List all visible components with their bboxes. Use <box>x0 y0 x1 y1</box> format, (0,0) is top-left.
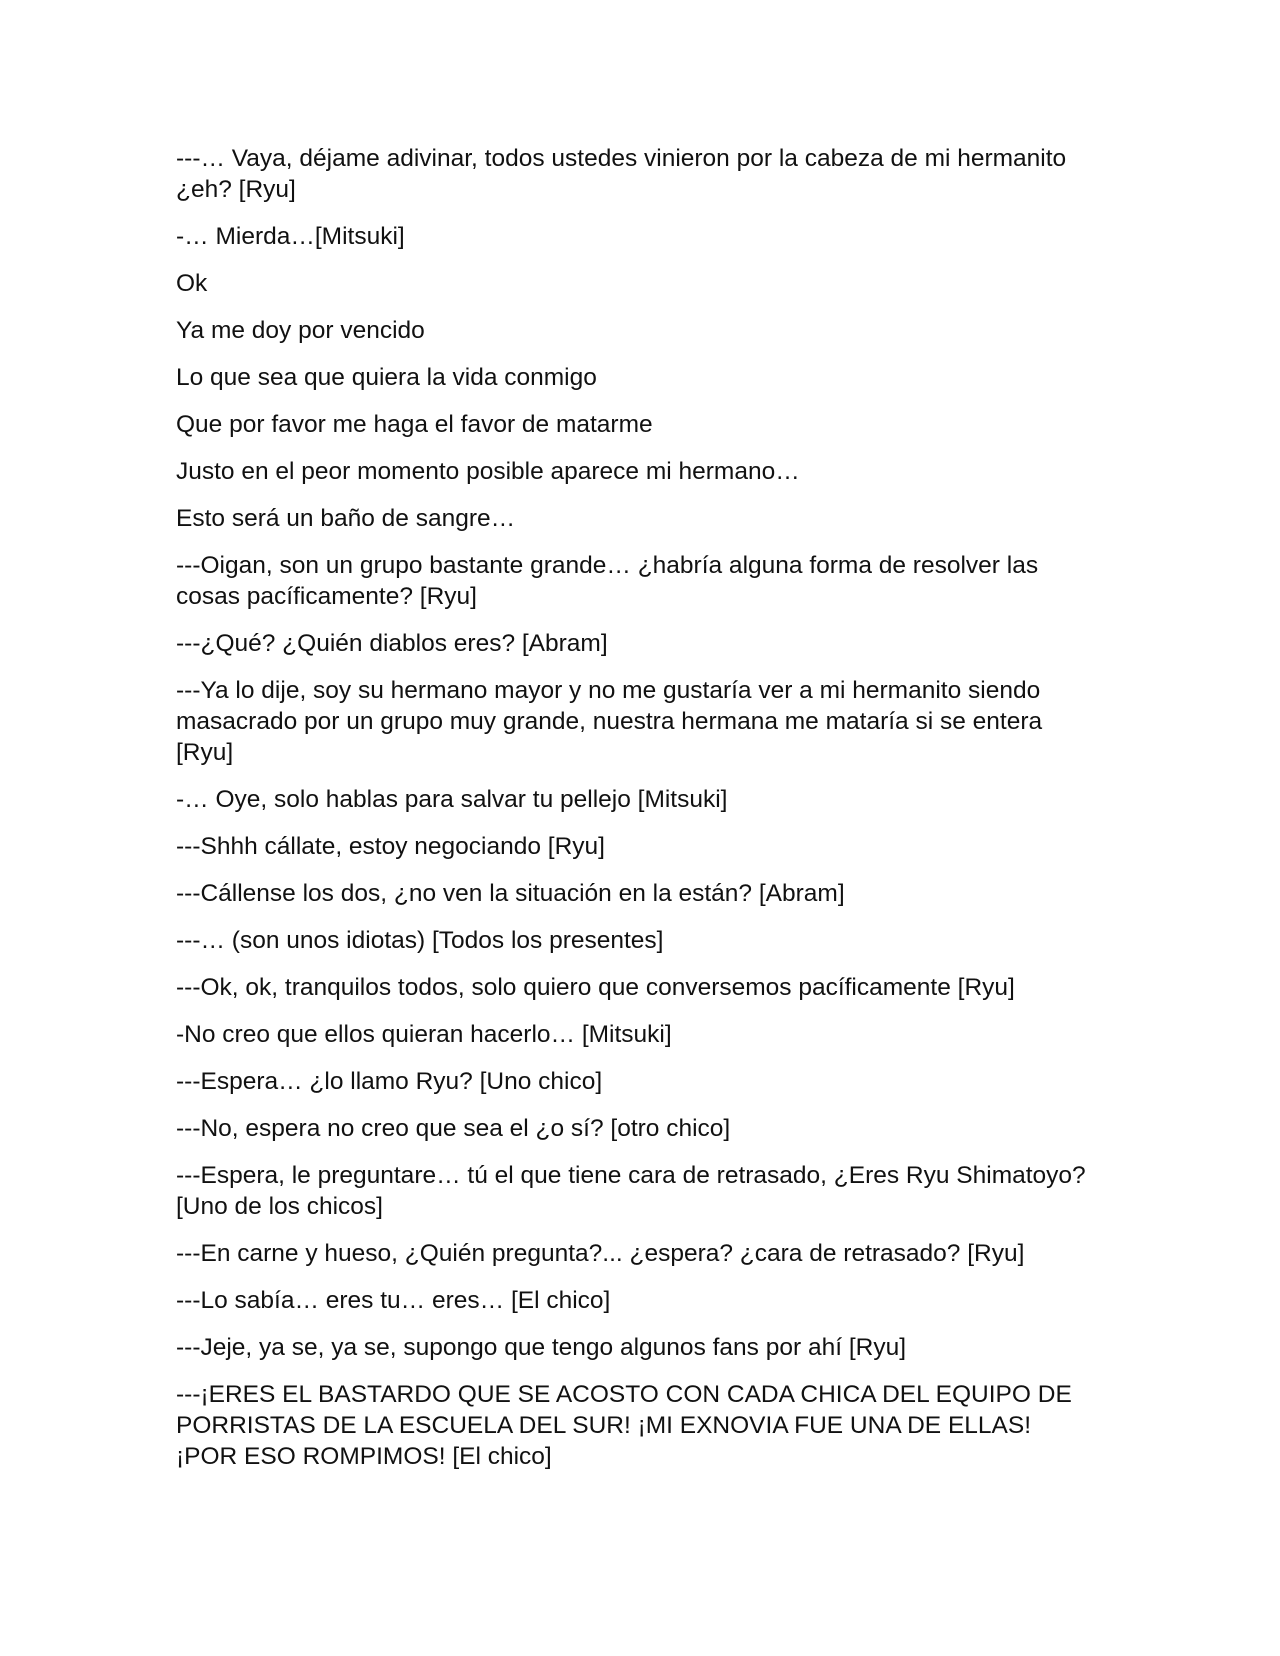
paragraph: ---¿Qué? ¿Quién diablos eres? [Abram] <box>176 630 608 657</box>
paragraph: ---¡ERES EL BASTARDO QUE SE ACOSTO CON CADA CHICA DEL EQUIPO DE PORRISTAS DE LA ESCUELA DEL SUR! ¡MI EXNOVIA FUE UNA DE ELLAS! ¡POR ESO ROMPIMOS! [El chico] <box>176 1381 1072 1470</box>
paragraph: ---Lo sabía… eres tu… eres… [El chico] <box>176 1287 611 1314</box>
paragraph: ---Espera… ¿lo llamo Ryu? [Uno chico] <box>176 1068 603 1095</box>
paragraph: ---… Vaya, déjame adivinar, todos ustedes vinieron por la cabeza de mi hermanito ¿eh? [Ryu] <box>176 145 1067 203</box>
paragraph: ---Ok, ok, tranquilos todos, solo quiero que conversemos pacíficamente [Ryu] <box>176 974 1015 1001</box>
paragraph: ---No, espera no creo que sea el ¿o sí? [otro chico] <box>176 1115 731 1142</box>
paragraph: ---… (son unos idiotas) [Todos los presentes] <box>176 927 664 954</box>
paragraph: Esto será un baño de sangre… <box>176 505 516 532</box>
document-body <box>176 143 1096 1488</box>
paragraph: ---Espera, le preguntare… tú el que tiene cara de retrasado, ¿Eres Ryu Shimatoyo? [Uno de los chicos] <box>176 1162 1086 1220</box>
paragraph: Ok <box>176 270 208 297</box>
paragraph: ---Oigan, son un grupo bastante grande… ¿habría alguna forma de resolver las cosas pacíficamente? [Ryu] <box>176 552 1039 610</box>
paragraph: -No creo que ellos quieran hacerlo… [Mitsuki] <box>176 1021 672 1048</box>
paragraph: ---Cállense los dos, ¿no ven la situación en la están? [Abram] <box>176 880 845 907</box>
paragraph: -… Oye, solo hablas para salvar tu pellejo [Mitsuki] <box>176 786 728 813</box>
paragraph: Ya me doy por vencido <box>176 317 425 344</box>
paragraph: ---Jeje, ya se, ya se, supongo que tengo algunos fans por ahí [Ryu] <box>176 1334 906 1361</box>
paragraph: Lo que sea que quiera la vida conmigo <box>176 364 597 391</box>
paragraph: ---Ya lo dije, soy su hermano mayor y no me gustaría ver a mi hermanito siendo masacrado por un grupo muy grande, nuestra hermana me mataría si se entera [Ryu] <box>176 677 1043 766</box>
paragraph: Justo en el peor momento posible aparece mi hermano… <box>176 458 800 485</box>
paragraph: Que por favor me haga el favor de matarme <box>176 411 653 438</box>
paragraph: ---En carne y hueso, ¿Quién pregunta?... ¿espera? ¿cara de retrasado? [Ryu] <box>176 1240 1025 1267</box>
paragraph: ---Shhh cállate, estoy negociando [Ryu] <box>176 833 605 860</box>
paragraph: -… Mierda…[Mitsuki] <box>176 223 405 250</box>
